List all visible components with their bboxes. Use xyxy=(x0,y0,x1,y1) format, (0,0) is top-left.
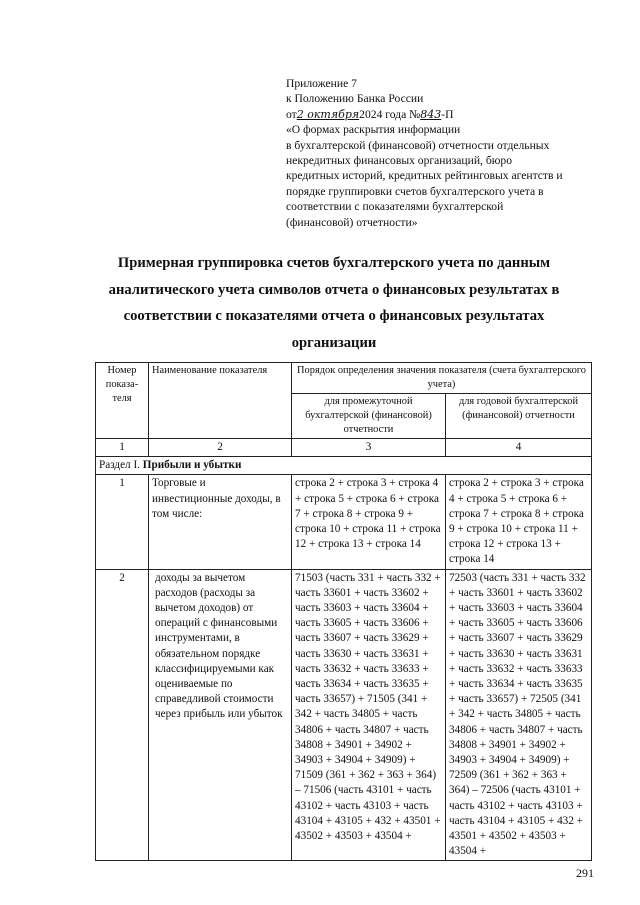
appendix-line: к Положению Банка России xyxy=(286,92,424,106)
header-name: Наименование показателя xyxy=(149,363,292,439)
appendix-line: соответствии с показателями бухгалтерской xyxy=(286,200,504,214)
grouping-table xyxy=(95,362,592,861)
row-name: Торговые и инвестиционные доходы, в том числе: xyxy=(149,475,292,569)
handwritten-date: 2 октября xyxy=(296,107,360,121)
appendix-line: Приложение 7 xyxy=(286,77,357,90)
appendix-date-suffix: -П xyxy=(441,107,454,121)
row-name: доходы за вычетом расходов (расходы за вычетом доходов) от операций с финансовыми инструментами, в обязательном порядке классифицируемыми как оцениваемые по справедливой стоимости через прибыль или убыток xyxy=(149,569,292,861)
appendix-date-prefix: от xyxy=(286,107,297,121)
column-number: 2 xyxy=(149,439,292,457)
row-number: 1 xyxy=(96,475,149,569)
header-interim: для промежуточной бухгалтерской (финансовой) отчетности xyxy=(292,394,446,439)
header-number: Номер показа-теля xyxy=(96,363,149,439)
section-row xyxy=(96,457,592,475)
column-number-row xyxy=(96,439,592,457)
row-interim: 71503 (часть 331 + часть 332 + часть 33601 + часть 33602 + часть 33603 + часть 33604 + часть 33605 + часть 33606 + часть 33607 + часть 33629 + часть 33630 + часть 33631 + часть 33632 + часть 33633 + часть 33634 + часть 33635 + часть 33657) + 71505 (341 + 342 + часть 34805 + часть 34806 + часть 34807 + часть 34808 + 34901 + 34902 + 34903 + 34904 + 34909) + 71509 (361 + 362 + 363 + 364) – 71506 (часть 43101 + часть 43102 + часть 43103 + часть 43104 + 43105 + 432 + 43501 + 43502 + 43503 + 43504 + xyxy=(292,569,446,861)
section-title: Прибыли и убытки xyxy=(142,459,242,472)
table-row xyxy=(96,475,592,569)
table-row xyxy=(96,569,592,861)
column-number: 1 xyxy=(96,439,149,457)
section-label: Раздел I. xyxy=(99,459,140,472)
title-line: Примерная группировка счетов бухгалтерского учета по данным xyxy=(117,255,551,271)
appendix-line: (финансовой) отчетности» xyxy=(286,215,418,229)
appendix-line: «О формах раскрытия информации xyxy=(286,123,461,137)
page-number: 291 xyxy=(576,866,594,880)
header-order: Порядок определения значения показателя (счета бухгалтерского учета) xyxy=(292,363,592,394)
header-annual: для годовой бухгалтерской (финансовой) отчетности xyxy=(446,394,592,439)
column-number: 3 xyxy=(292,439,446,457)
title-line: аналитического учета символов отчета о финансовых результатах в xyxy=(108,281,560,298)
appendix-line: некредитных финансовых организаций, бюро xyxy=(286,154,512,168)
appendix-header xyxy=(286,76,606,230)
row-number: 2 xyxy=(96,569,149,861)
title-line: соответствии с показателями отчета о финансовых результатах xyxy=(123,308,545,324)
document-title xyxy=(80,250,588,356)
appendix-line: порядке группировки счетов бухгалтерского учета в xyxy=(286,184,544,198)
appendix-date-mid: 2024 года № xyxy=(359,107,421,121)
appendix-line: кредитных историй, кредитных рейтинговых агентств и xyxy=(286,169,563,183)
handwritten-number: 843 xyxy=(420,107,442,121)
row-interim: строка 2 + строка 3 + строка 4 + строка 5 + строка 6 + строка 7 + строка 8 + строка 9 + строка 10 + строка 11 + строка 12 + строка 13 + строка 14 xyxy=(292,475,446,569)
row-annual: 72503 (часть 331 + часть 332 + часть 33601 + часть 33602 + часть 33603 + часть 33604 + часть 33605 + часть 33606 + часть 33607 + часть 33629 + часть 33630 + часть 33631 + часть 33632 + часть 33633 + часть 33634 + часть 33635 + часть 33657) + 72505 (341 + 342 + часть 34805 + часть 34806 + часть 34807 + часть 34808 + 34901 + 34902 + 34903 + 34904 + 34909) + 72509 (361 + 362 + 363 + 364) – 72506 (часть 43101 + часть 43102 + часть 43103 + часть 43104 + 43105 + 432 + 43501 + 43502 + 43503 + 43504 + xyxy=(446,569,592,861)
appendix-date-line xyxy=(286,107,606,122)
section-heading xyxy=(96,457,592,475)
column-number: 4 xyxy=(446,439,592,457)
table-header-row xyxy=(96,363,592,394)
row-annual: строка 2 + строка 3 + строка 4 + строка 5 + строка 6 + строка 7 + строка 8 + строка 9 + строка 10 + строка 11 + строка 12 + строка 13 + строка 14 xyxy=(446,475,592,569)
appendix-line: в бухгалтерской (финансовой) отчетности отдельных xyxy=(286,138,550,152)
title-line: организации xyxy=(291,334,377,351)
